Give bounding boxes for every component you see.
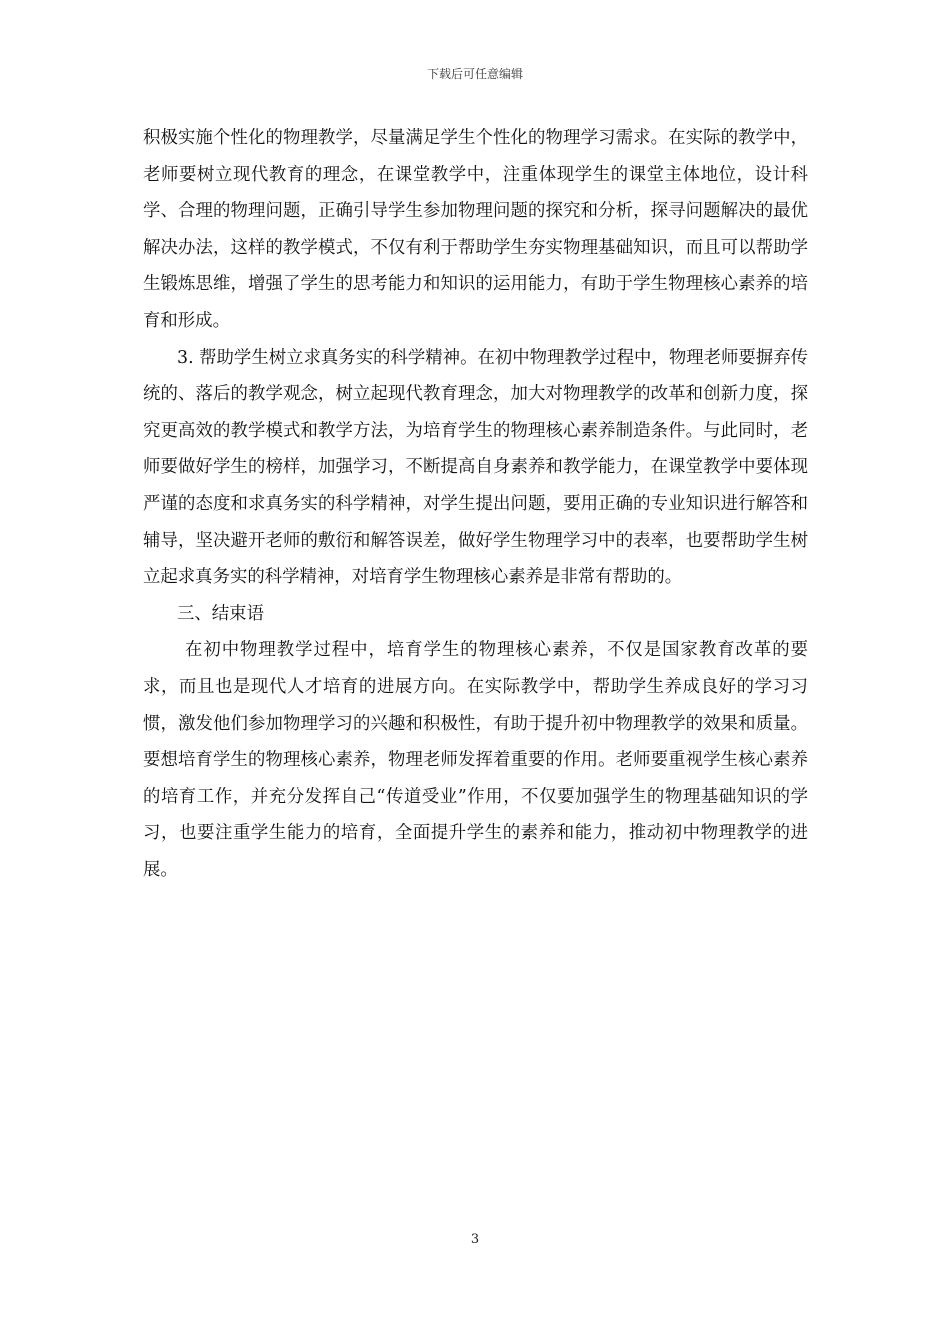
- paragraph-point-3: 3. 帮助学生树立求真务实的科学精神。在初中物理教学过程中，物理老师要摒弃传统的、落后的教学观念，树立起现代教育理念，加大对物理教学的改革和创新力度，探究更高效的教学模式和教学方法，为培育学生的物理核心素养制造条件。与此同时，老师要做好学生的榜样，加强学习，不断提高自身素养和教学能力，在课堂教学中要体现严谨的态度和求真务实的科学精神，对学生提出问题，要用正确的专业知识进行解答和辅导，坚决避开老师的敷衍和解答误差，做好学生物理学习中的表率，也要帮助学生树立起求真务实的科学精神，对培育学生物理核心素养是非常有帮助的。: [143, 347, 808, 588]
- page-number: 3: [470, 1232, 480, 1247]
- document-body: [143, 120, 808, 888]
- paragraph-continuation: 积极实施个性化的物理教学，尽量满足学生个性化的物理学习需求。在实际的教学中，老师要树立现代教育的理念，在课堂教学中，注重体现学生的课堂主体地位，设计科学、合理的物理问题，正确引导学生参加物理问题的探究和分析，探寻问题解决的最优解决办法，这样的教学模式，不仅有利于帮助学生夯实物理基础知识，而且可以帮助学生锻炼思维，增强了学生的思考能力和知识的运用能力，有助于学生物理核心素养的培育和形成。: [143, 128, 808, 331]
- section-heading-conclusion: 三、结束语: [177, 603, 264, 624]
- page-header: 下载后可任意编辑: [426, 67, 523, 81]
- paragraph-conclusion: 在初中物理教学过程中，培育学生的物理核心素养，不仅是国家教育改革的要求，而且也是现代人才培育的进展方向。在实际教学中，帮助学生养成良好的学习习惯，激发他们参加物理学习的兴趣和积极性，有助于提升初中物理教学的效果和质量。要想培育学生的物理核心素养，物理老师发挥着重要的作用。老师要重视学生核心素养的培育工作，并充分发挥自己“传道受业”作用，不仅要加强学生的物理基础知识的学习，也要注重学生能力的培育，全面提升学生的素养和能力，推动初中物理教学的进展。: [143, 640, 808, 880]
